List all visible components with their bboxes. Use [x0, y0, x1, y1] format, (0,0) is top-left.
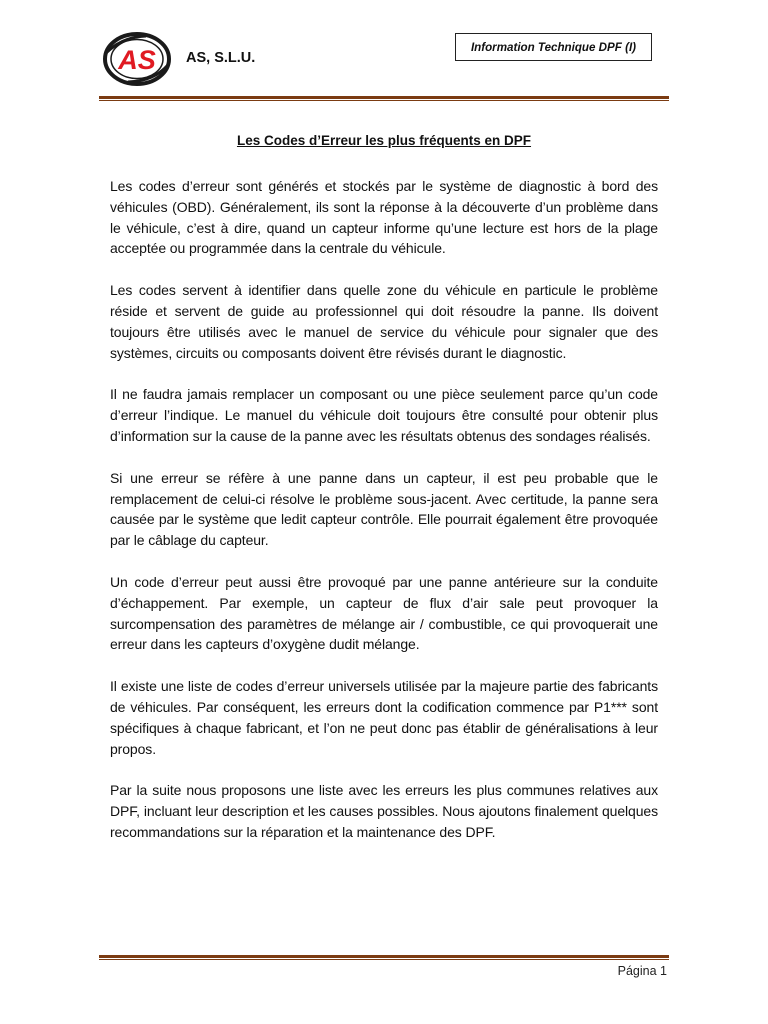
- paragraph: Si une erreur se réfère à une panne dans un capteur, il est peu probable que le remplacement de celui-ci résolve le problème sous-jacent. Avec certitude, la panne sera causée par le système que ledit capteur contrôle. Elle pourrait également être provoquée par le câblage du capteur.: [110, 469, 658, 549]
- paragraph: Il ne faudra jamais remplacer un composant ou une pièce seulement parce qu’un code d’erreur l’indique. Le manuel du véhicule doit toujours être consulté pour obtenir plus d’information sur la cause de la panne avec les résultats obtenus des sondages réalisés.: [110, 386, 658, 444]
- paragraph: Les codes d’erreur sont générés et stockés par le système de diagnostic à bord des véhicules (OBD). Généralement, ils sont la réponse à la découverte d’un problème dans le véhicule, c’est à dire, quand un capteur informe qu’une lecture est hors de la plage acceptée ou programmée dans la centrale du véhicule.: [110, 178, 658, 257]
- document-type-label: Information Technique DPF (I): [470, 40, 637, 54]
- company-name: AS, S.L.U.: [186, 50, 256, 66]
- footer-divider: [99, 955, 669, 960]
- logo-letters: AS: [118, 45, 156, 75]
- paragraph: Il existe une liste de codes d’erreur universels utilisée par la majeure partie des fabricants de véhicules. Par conséquent, les erreurs dont la codification commence par P1*** sont spécifiques à chaque fabricant, et l’on ne peut donc pas établir de généralisations à leur propos.: [110, 678, 658, 757]
- header-divider: [99, 96, 669, 101]
- page-title: Les Codes d’Erreur les plus fréquents en DPF: [236, 133, 532, 148]
- as-logo-icon: [102, 31, 172, 87]
- document-type-box: [455, 33, 652, 61]
- document-body: [110, 176, 658, 864]
- page-number: Página 1: [617, 964, 667, 978]
- paragraph: Par la suite nous proposons une liste avec les erreurs les plus communes relatives aux DPF, incluant leur description et les causes possibles. Nous ajoutons finalement quelques recommandations sur la réparation et la maintenance des DPF.: [110, 782, 658, 840]
- paragraph: Un code d’erreur peut aussi être provoqué par une panne antérieure sur la conduite d’échappement. Par exemple, un capteur de flux d’air sale peut provoquer la surcompensation des paramètres de mélange air / combustible, ce qui provoquerait une erreur dans les capteurs d’oxygène dudit mélange.: [110, 573, 658, 653]
- paragraph: Les codes servent à identifier dans quelle zone du véhicule en particule le problème réside et servent de guide au professionnel qui doit résoudre la panne. Ils doivent toujours être utilisés avec le manuel de service du véhicule pour signaler que des systèmes, circuits ou composants doivent être révisés durant le diagnostic.: [110, 282, 658, 361]
